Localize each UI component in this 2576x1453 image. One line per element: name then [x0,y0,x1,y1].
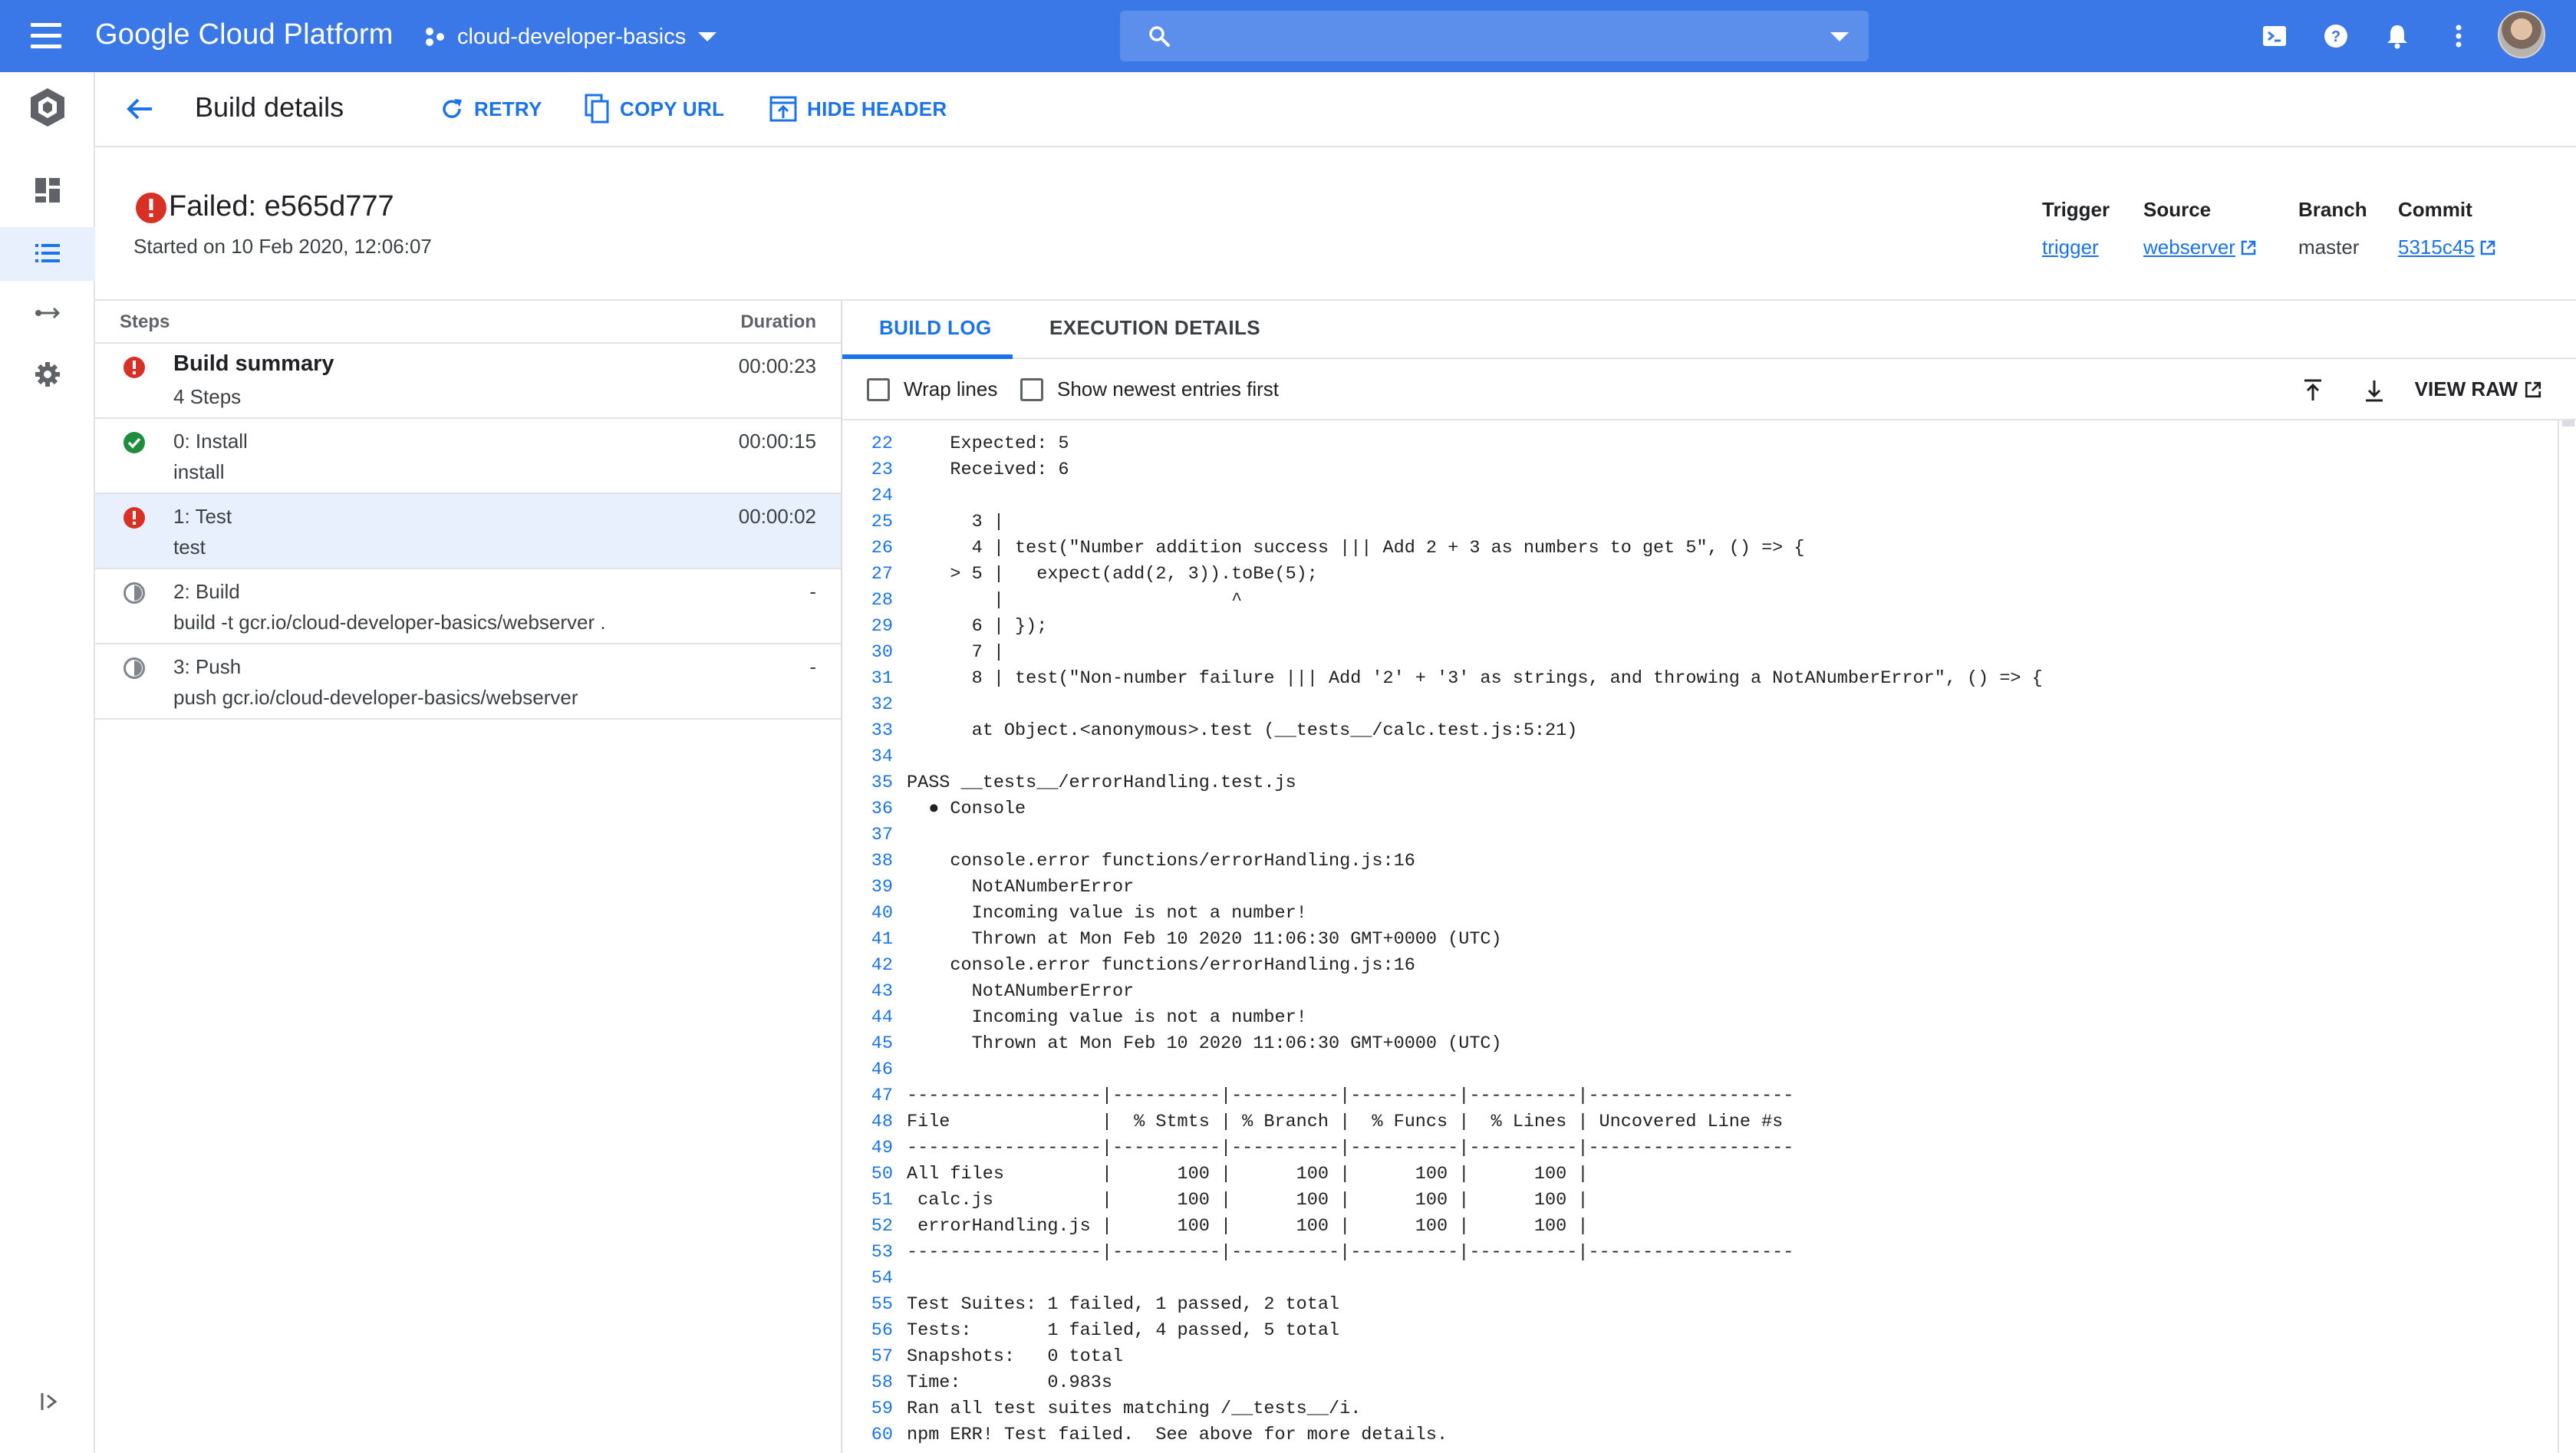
source-meta [2143,198,2257,259]
triggers-icon[interactable] [32,298,63,328]
more-options-icon[interactable] [2444,21,2473,51]
log-line-number[interactable]: 39 [871,877,893,898]
log-line-number[interactable]: 52 [871,1216,893,1237]
log-line-number[interactable]: 51 [871,1190,893,1211]
log-line-text: errorHandling.js | 100 | 100 | 100 | 100 | [907,1216,1589,1237]
scrollbar-thumb[interactable] [2562,420,2574,427]
log-line-number[interactable]: 58 [871,1372,893,1393]
commit-link-wrap[interactable] [2398,236,2496,259]
log-line-number[interactable]: 59 [871,1399,893,1419]
pending-clock-icon [123,657,146,680]
log-line-text: Snapshots: 0 total [907,1346,1124,1367]
log-line-text: 7 | [907,642,1004,663]
cloud-shell-icon[interactable] [2260,21,2289,51]
log-line-number[interactable]: 44 [871,1007,893,1028]
wrap-lines-label: Wrap lines [904,377,998,400]
step-duration: 00:00:02 [738,505,816,528]
build-start-time: Started on 10 Feb 2020, 12:06:07 [133,235,432,258]
step-subtitle: push gcr.io/cloud-developer-basics/webserver [173,686,578,709]
log-line-number[interactable]: 37 [871,825,893,845]
log-line-number[interactable]: 45 [871,1033,893,1054]
log-line-text: Expected: 5 [907,433,1069,454]
log-line-number[interactable]: 41 [871,929,893,950]
log-line-text: Test Suites: 1 failed, 1 passed, 2 total [907,1294,1340,1315]
log-line-number[interactable]: 43 [871,981,893,1002]
refresh-icon [439,96,465,122]
step-name: Build summary [173,351,334,376]
branch-value: master [2298,236,2360,259]
step-row-test[interactable] [95,494,841,569]
dashboard-icon[interactable] [32,175,63,206]
log-scrollbar[interactable] [2558,420,2576,1453]
log-line-text: console.error functions/errorHandling.js:16 [907,851,1415,871]
notifications-icon[interactable] [2383,21,2412,51]
log-line-text: | ^ [907,590,1243,611]
branch-meta [2298,198,2367,259]
step-subtitle: install [173,460,225,483]
source-link-wrap[interactable] [2143,236,2257,259]
pending-clock-icon [123,582,146,605]
project-selector[interactable] [423,23,716,51]
log-line-number[interactable]: 23 [871,460,893,480]
log-line-number[interactable]: 31 [871,668,893,689]
step-name: 0: Install [173,430,248,453]
log-line-text: PASS __tests__/errorHandling.test.js [907,773,1296,793]
scroll-to-top-icon[interactable] [2300,377,2326,404]
log-line-text: 3 | [907,512,1004,532]
log-line-number[interactable]: 28 [871,590,893,611]
log-line-number[interactable]: 34 [871,746,893,767]
log-line-text: ------------------|----------|----------|----------|----------|------------------- [907,1086,1794,1106]
log-line-text: NotANumberError [907,981,1135,1002]
step-row-build[interactable] [95,569,841,644]
log-line-number[interactable]: 50 [871,1164,893,1184]
open-in-new-icon [2240,239,2257,256]
log-line-number[interactable]: 36 [871,799,893,819]
page-toolbar [95,72,2576,147]
back-arrow-icon[interactable] [123,92,156,126]
project-name: cloud-developer-basics [457,24,687,49]
step-name: 3: Push [173,655,242,678]
log-line-text: NotANumberError [907,877,1135,898]
top-app-bar [0,0,2576,72]
log-line-text: > 5 | expect(add(2, 3)).toBe(5); [907,564,1318,585]
log-line-number[interactable]: 22 [871,433,893,454]
log-line-text: ------------------|----------|----------|----------|----------|------------------- [907,1138,1794,1158]
main-menu-icon[interactable] [31,23,61,49]
commit-link[interactable]: 5315c45 [2398,236,2475,259]
hide-header-label: HIDE HEADER [807,97,947,120]
newest-first-label: Show newest entries first [1057,377,1280,400]
open-in-new-icon [2479,239,2496,256]
step-name: 2: Build [173,580,240,603]
tab-build-log[interactable]: BUILD LOG [879,316,992,339]
log-line-text: Ran all test suites matching /__tests__/i. [907,1399,1362,1419]
log-line-number[interactable]: 35 [871,773,893,793]
product-name[interactable]: Google Cloud Platform [95,18,394,51]
log-line-text: All files | 100 | 100 | 100 | 100 | [907,1164,1589,1184]
log-line-text: Received: 6 [907,460,1069,480]
expand-rail-icon[interactable] [38,1390,61,1413]
step-subtitle: test [173,535,206,558]
log-line-text: ● Console [907,799,1026,819]
search-input[interactable] [1120,11,1869,61]
commit-meta [2398,198,2496,259]
duration-column-header: Duration [740,311,816,332]
hide-header-icon [769,95,798,123]
trigger-label: Trigger [2042,198,2110,221]
log-line-text: console.error functions/errorHandling.js:16 [907,955,1415,976]
log-line-text: ------------------|----------|----------|----------|----------|------------------- [907,1242,1794,1263]
step-name: 1: Test [173,505,232,528]
step-duration: - [809,655,816,678]
step-row-install[interactable] [95,419,841,494]
log-line-text: Thrown at Mon Feb 10 2020 11:06:30 GMT+0000 (UTC) [907,1033,1502,1054]
newest-first-checkbox[interactable] [1020,377,1279,401]
log-line-number[interactable]: 56 [871,1320,893,1341]
log-line-number[interactable]: 46 [871,1059,893,1080]
log-line-number[interactable]: 27 [871,564,893,585]
source-link[interactable]: webserver [2143,236,2235,259]
view-raw-label: VIEW RAW [2414,377,2518,400]
retry-label: RETRY [474,97,542,120]
log-line-number[interactable]: 32 [871,694,893,715]
search-dropdown-icon[interactable] [1830,32,1849,41]
checkbox-unchecked-icon [1020,378,1043,401]
history-list-icon[interactable] [32,238,63,269]
log-line-number[interactable]: 55 [871,1294,893,1315]
trigger-meta [2042,198,2110,259]
step-row-push[interactable] [95,644,841,720]
log-panel [842,301,2576,1453]
log-line-text: File | % Stmts | % Branch | % Funcs | % Lines | Uncovered Line #s [907,1112,1784,1132]
steps-panel [95,301,842,1453]
error-status-icon [135,192,167,224]
copy-icon [585,94,611,124]
cloud-build-logo-icon [26,86,69,129]
source-label: Source [2143,198,2212,221]
log-line-text: Tests: 1 failed, 4 passed, 5 total [907,1320,1340,1341]
tab-execution-details[interactable]: EXECUTION DETAILS [1049,316,1261,339]
success-check-icon [123,431,146,454]
view-raw-button[interactable] [2415,377,2542,401]
log-line-text: 4 | test("Number addition success ||| Add 2 + 3 as numbers to get 5", () => { [907,538,1805,558]
log-line-number[interactable]: 49 [871,1138,893,1158]
open-in-new-icon [2524,381,2542,399]
log-line-text: Incoming value is not a number! [907,1007,1307,1028]
build-log-output[interactable] [842,420,2558,1453]
log-tabs [842,301,2576,359]
log-line-number[interactable]: 53 [871,1242,893,1263]
retry-button[interactable] [439,94,542,124]
log-line-text: 6 | }); [907,616,1048,637]
chevron-down-icon [698,32,716,41]
project-dots-icon [423,25,446,48]
user-avatar[interactable] [2498,11,2545,58]
step-duration: 00:00:23 [738,354,816,377]
log-line-number[interactable]: 42 [871,955,893,976]
log-line-number[interactable]: 60 [871,1425,893,1445]
log-line-text: npm ERR! Test failed. See above for more details. [907,1425,1448,1445]
branch-label: Branch [2298,198,2367,221]
step-row-build-summary[interactable] [95,344,841,419]
log-line-text: 8 | test("Non-number failure ||| Add '2' + '3' as strings, and throwing a NotANumberError", () => { [907,668,2043,689]
trigger-link[interactable]: trigger [2042,236,2099,259]
log-line-number[interactable]: 48 [871,1112,893,1132]
log-line-number[interactable]: 47 [871,1086,893,1106]
log-line-number[interactable]: 24 [871,486,893,506]
copy-url-button[interactable] [585,94,724,124]
error-status-icon [123,356,146,379]
page-title: Build details [195,91,344,123]
step-duration: - [809,580,816,603]
steps-header [95,301,841,344]
settings-gear-icon[interactable] [32,359,63,390]
help-icon[interactable] [2321,21,2350,51]
log-line-number[interactable]: 40 [871,903,893,924]
log-line-text: Incoming value is not a number! [907,903,1307,924]
checkbox-unchecked-icon [867,378,890,401]
log-line-number[interactable]: 26 [871,538,893,558]
log-options-bar [842,359,2576,420]
wrap-lines-checkbox[interactable] [867,377,997,401]
search-icon [1148,25,1171,48]
log-line-number[interactable]: 33 [871,720,893,741]
copy-url-label: COPY URL [620,97,725,120]
build-status-title: Failed: e565d777 [169,190,394,222]
log-line-number[interactable]: 54 [871,1268,893,1289]
log-line-text: at Object.<anonymous>.test (__tests__/calc.test.js:5:21) [907,720,1578,741]
step-subtitle: 4 Steps [173,385,242,408]
svg-text:?: ? [2331,28,2341,45]
log-line-number[interactable]: 25 [871,512,893,532]
log-line-number[interactable]: 38 [871,851,893,871]
log-line-number[interactable]: 29 [871,616,893,637]
left-nav-rail [0,72,95,1453]
log-line-number[interactable]: 57 [871,1346,893,1367]
build-header [95,147,2576,301]
log-line-text: calc.js | 100 | 100 | 100 | 100 | [907,1190,1589,1211]
step-duration: 00:00:15 [738,430,816,453]
error-status-icon [123,506,146,529]
log-line-text: Thrown at Mon Feb 10 2020 11:06:30 GMT+0000 (UTC) [907,929,1502,950]
download-icon[interactable] [2361,377,2387,404]
log-line-text: Time: 0.983s [907,1372,1112,1393]
step-subtitle: build -t gcr.io/cloud-developer-basics/webserver . [173,611,606,634]
log-line-number[interactable]: 30 [871,642,893,663]
steps-column-header: Steps [120,311,170,332]
commit-label: Commit [2398,198,2472,221]
hide-header-button[interactable] [769,94,947,124]
